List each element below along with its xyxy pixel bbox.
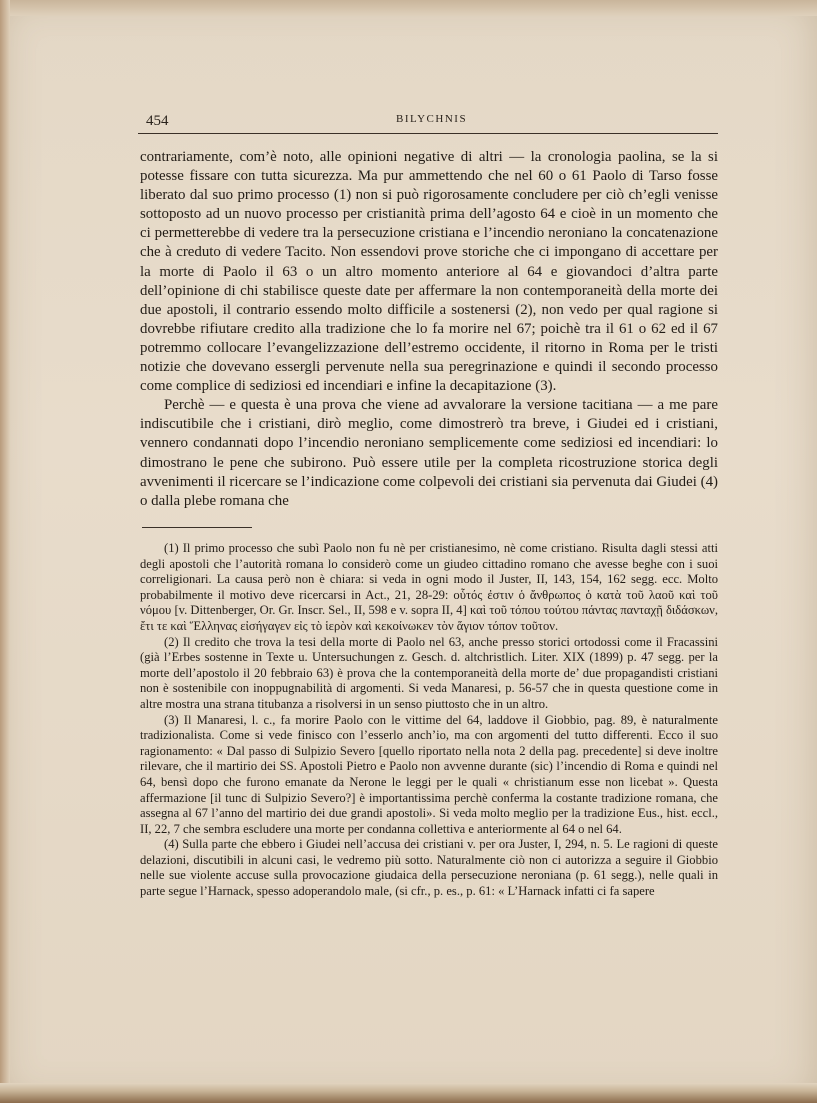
footnote-1: (1) Il primo processo che subì Paolo non fu nè per cristianesimo, nè come cristiano. Risulta dagli stessi atti degli apostoli che l’autorità romana lo considerò come un giudeo cittadino romano che avesse beghe con i suoi correligionari. La causa però non è chiara: si veda in ogni modo il Juster, II, 143, 154, 162 segg. ecc. Molto probabilmente il motivo deve ricercarsi in Act., 21, 28-29: οὗτός ἐστιν ὁ ἄνθρωπος ὁ κατὰ τοῦ λαοῦ καὶ τοῦ νόμου [v. Dittenberger, Or. Gr. Inscr. Sel., II, 598 e v. sopra II, 4] καὶ τοῦ τόπου τούτου πάντας πανταχῇ διδάσκων, ἔτι τε καὶ Ἕλληνας εἰσήγαγεν εἰς τὸ ἱερὸν καὶ κεκοίνωκεν τὸν ἅγιον τόπον τοῦτον. (140, 541, 718, 633)
page-left-edge (0, 0, 10, 1103)
page-top-edge (0, 0, 817, 16)
running-title: BILYCHNIS (396, 113, 468, 125)
footnote-separator (142, 527, 252, 528)
footnote-4: (4) Sulla parte che ebbero i Giudei nell’accusa dei cristiani v. per ora Juster, I, 294, n. 5. Le ragioni di queste delazioni, discutibili in alcuni casi, le vedremo più sotto. Naturalmente ciò non ci autorizza a seguire il Giobbio nelle sue violente accuse sulla provocazione giudaica della persecuzione neroniana (p. 61 segg.), nelle quali in parte segue l’Harnack, spesso adoperandolo male, (si cfr., p. es., p. 61: « L’Harnack infatti ci fa sapere (140, 837, 718, 899)
body-paragraph: contrariamente, com’è noto, alle opinioni negative di altri — la cronologia paolina, se la si potesse fissare con tutta sicurezza. Ma pur ammettendo che nel 60 o 61 Paolo di Tarso fosse liberato dal suo primo processo (1) non si può rigorosamente concludere per ciò ch’egli venisse sottoposto ad un nuovo processo per cristianità prima dell’agosto 64 e cioè in un momento che ci permetterebbe di vedere tra la persecuzione cristiana e l’incendio neroniano la concatenazione che à creduto di vedere Tacito. Non essendovi prove storiche che ci impongano di accettare per la morte di Paolo il 63 o un altro momento anteriore al 64 e giovandoci d’altra parte dell’opinione di chi stabilisce queste date per affermare la non contemporaneità della morte dei due apostoli, il contrario essendo molto difficile a sostenersi (2), non vedo per qual ragione si dovrebbe rifiutare credito alla tradizione che lo fa morire nel 67; poichè tra il 61 o 62 ed il 67 potremmo collocare l’evangelizzazione dell’estremo occidente, il ritorno in Roma per le tristi notizie che dovevano essergli pervenute nella sua peregrinazione e quindi il secondo processo come complice di sediziosi ed incendiari e infine la decapitazione (3). (140, 149, 718, 395)
footnotes (140, 541, 718, 900)
page-bottom-edge (0, 1083, 817, 1103)
page-number: 454 (146, 113, 169, 129)
footnote-2: (2) Il credito che trova la tesi della morte di Paolo nel 63, anche presso storici ortodossi come il Fracassini (già l’Erbes sostenne in Texte u. Untersuchungen z. Gesch. d. altchristlich. Liter. XIX (1899) p. 47 segg. per la morte dell’apostolo il 20 febbraio 63) è prova che la contemporaneità della morte de’ due propagandisti cristiani non è sostenibile con inoppugnabilità di argomenti. Si veda Manaresi, p. 56-57 che in questa questione come in altre mostra una strana titubanza a risolversi in un senso piuttosto che in un altro. (140, 634, 718, 711)
header-rule (138, 133, 718, 134)
footnote-3: (3) Il Manaresi, l. c., fa morire Paolo con le vittime del 64, laddove il Giobbio, pag. 89, è naturalmente tradizionalista. Come si vede finisco con l’esserlo anch’io, ma con argomenti del tutto differenti. Ecco il suo ragionamento: « Dal passo di Sulpizio Severo [quello riportato nella nota 2 della pag. precedente] si deve inoltre rilevare, che il martirio dei SS. Apostoli Pietro e Paolo non avvenne durante (sic) l’incendio di Roma e quindi nel 64, bensì dopo che furono emanate da Nerone le leggi per le quali « christianum esse non licebat ». Questa affermazione [il tunc di Sulpizio Severo?] è importantissima perchè conferma la costante tradizione romana, che assegna al 67 l’anno del martirio dei due grandi apostoli». Si veda molto meglio per la tradizione Eus., hist. eccl., II, 22, 7 che sembra escludere una morte per condanna collettiva e anteriormente al 64 o nel 64. (140, 712, 718, 836)
body-text (140, 148, 718, 511)
page-header (138, 110, 718, 134)
body-paragraph: Perchè — e questa è una prova che viene ad avvalorare la versione tacitiana — a me pare indiscutibile che i cristiani, dirò meglio, come dimostrerò tra breve, i Giudei ed i cristiani, vennero condannati dopo l’incendio neroniano semplicemente come sediziosi ed incendiari: lo dimostrano le pene che subirono. Può essere utile per la completa ricostruzione storica degli avvenimenti il ricercare se l’indicazione come colpevoli dei cristiani sia pervenuta dai Giudei (4) o dalla plebe romana che (140, 397, 718, 509)
